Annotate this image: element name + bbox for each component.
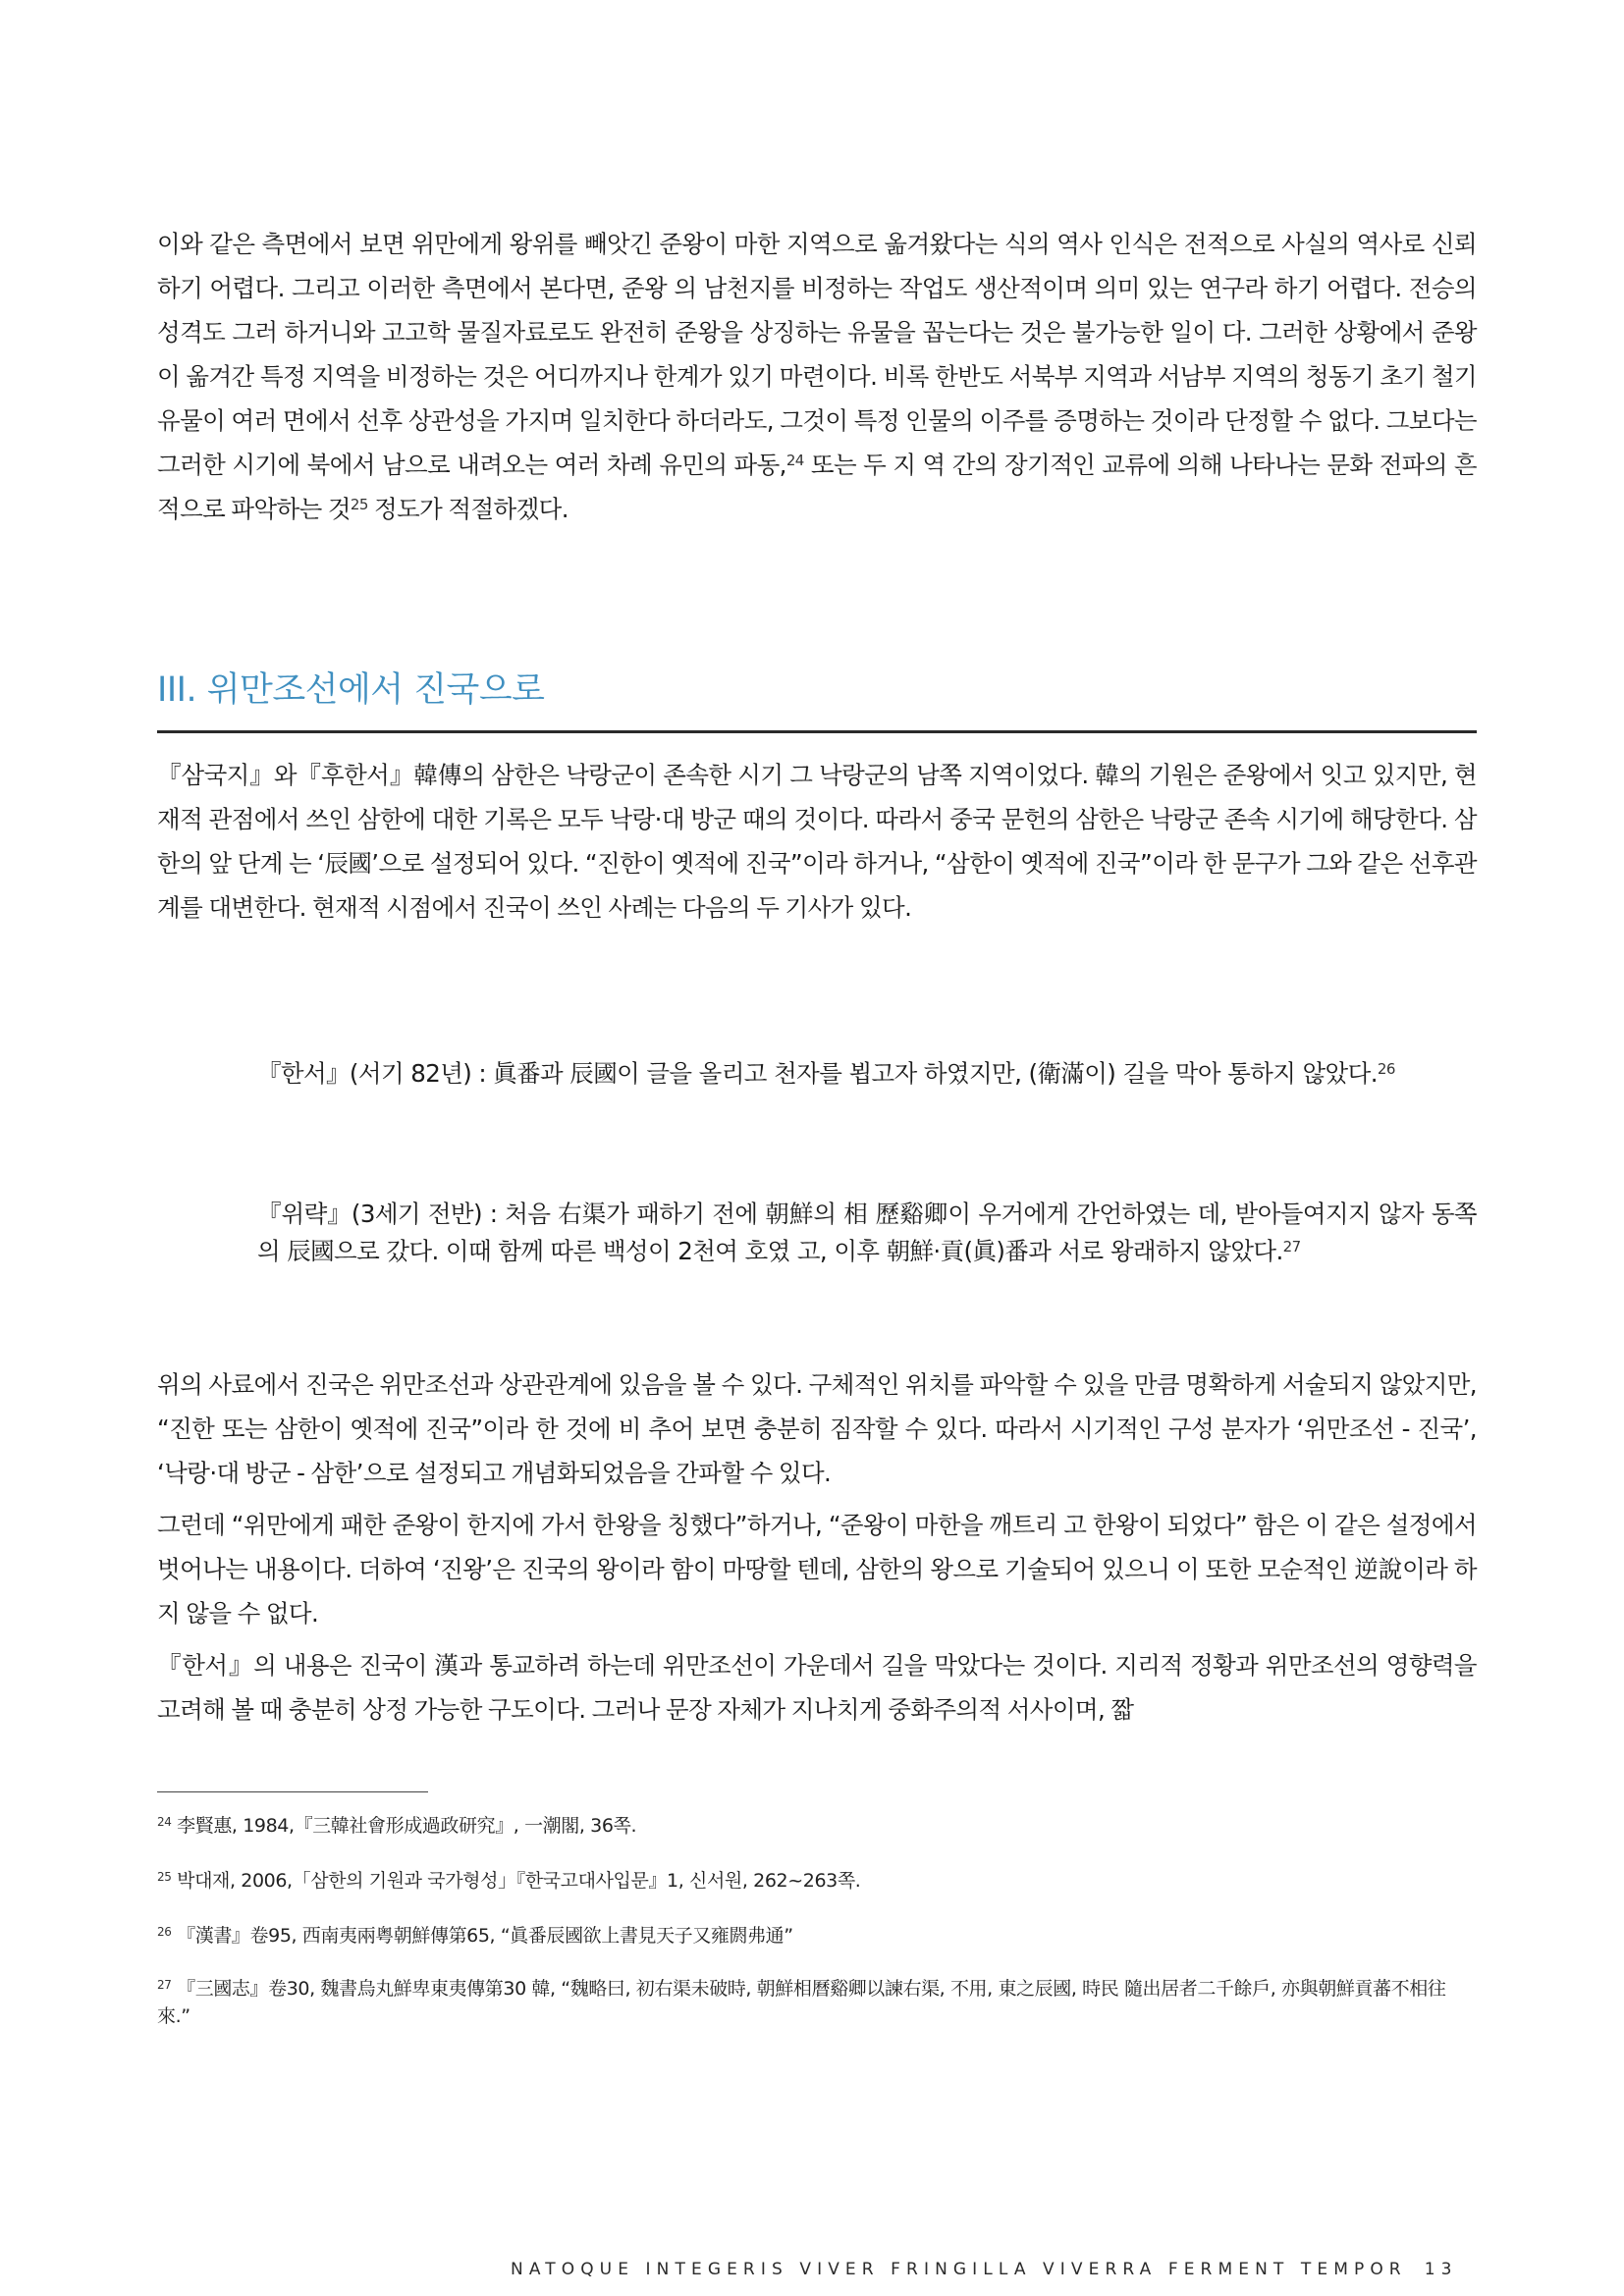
intro-paragraph-block — [157, 222, 1477, 531]
footnote-num: 24 — [157, 1815, 172, 1829]
samhan-paragraph: 『삼국지』와『후한서』韓傳의 삼한은 낙랑군이 존속한 시기 그 낙랑군의 남쪽 지역이었다. 韓의 기원은 준왕에서 잇고 있지만, 현재적 관점에서 쓰인 삼한에 대한 기록은 모두 낙랑·대 방군 때의 것이다. 따라서 중국 문헌의 삼한은 낙랑군 존속 시기에 해당한다. 삼한의 앞 단계 는 ‘辰國’으로 설정되어 있다. “진한이 옛적에 진국”이라 하거나, “삼한이 옛적에 진국”이라 한 문구가 그와 같은 선후관계를 대변한다. 현재적 시점에서 진국이 쓰인 사례는 다음의 두 기사가 있다. — [157, 761, 1477, 922]
footnote-25 — [157, 1867, 1477, 1895]
footnote-27 — [157, 1975, 1477, 2030]
analysis-block — [157, 1362, 1477, 1732]
footnote-ref-25[interactable]: 25 — [350, 496, 368, 513]
quote-hanseo — [257, 1055, 1477, 1093]
analysis-paragraph-2: 그런데 “위만에게 패한 준왕이 한지에 가서 한왕을 칭했다”하거나, “준왕이 마한을 깨트리 고 한왕이 되었다” 함은 이 같은 설정에서 벗어나는 내용이다. 더하여 ‘진왕’은 진국의 왕이라 함이 마땅할 텐데, 삼한의 왕으로 기술되어 있으니 이 또한 모순적인 逆說이라 하지 않을 수 없다. — [157, 1511, 1477, 1628]
analysis-paragraph-1: 위의 사료에서 진국은 위만조선과 상관관계에 있음을 볼 수 있다. 구체적인 위치를 파악할 수 있을 만큼 명확하게 서술되지 않았지만, “진한 또는 삼한이 옛적에 진국”이라 한 것에 비 추어 보면 충분히 짐작할 수 있다. 따라서 시기적인 구성 분자가 ‘위만조선 - 진국’, ‘낙랑·대 방군 - 삼한’으로 설정되고 개념화되었음을 간파할 수 있다. — [157, 1370, 1477, 1487]
section-divider — [157, 730, 1477, 733]
intro-paragraph — [157, 222, 1477, 531]
analysis-paragraph-3: 『한서』의 내용은 진국이 漢과 통교하려 하는데 위만조선이 가운데서 길을 막았다는 것이다. 지리적 정황과 위만조선의 영향력을 고려해 볼 때 충분히 상정 가능한 구도이다. 그러나 문장 자체가 지나치게 중화주의적 서사이며, 짧 — [157, 1651, 1477, 1724]
page-number: 13 — [1424, 2260, 1458, 2279]
quote-hanseo-text: 『한서』(서기 82년) : 眞番과 辰國이 글을 올리고 천자를 뵙고자 하였지만, (衛滿이) 길을 막아 통하지 않았다. — [257, 1059, 1378, 1088]
footnote-num: 26 — [157, 1925, 172, 1939]
footnote-ref-26[interactable]: 26 — [1377, 1060, 1395, 1078]
quote-wiryak-text: 『위략』(3세기 전반) : 처음 右渠가 패하기 전에 朝鮮의 相 歷谿卿이 우거에게 간언하였는 데, 받아들여지지 않자 동쪽의 辰國으로 갔다. 이때 함께 따른 백성이 2천여 호였 고, 이후 朝鮮·貢(眞)番과 서로 왕래하지 않았다. — [257, 1200, 1477, 1265]
running-title: NATOQUE INTEGERIS VIVER FRINGILLA VIVERRA FERMENT TEMPOR — [511, 2260, 1407, 2279]
footnote-text: 박대재, 2006,「삼한의 기원과 국가형성」『한국고대사입문』1, 신서원, 262~263쪽. — [177, 1870, 861, 1892]
footnote-ref-27[interactable]: 27 — [1282, 1238, 1301, 1255]
intro-text-1: 이와 같은 측면에서 보면 위만에게 왕위를 빼앗긴 준왕이 마한 지역으로 옮겨왔다는 식의 역사 인식은 전적으로 사실의 역사로 신뢰하기 어렵다. 그리고 이러한 측면에서 본다면, 준왕 의 남천지를 비정하는 작업도 생산적이며 의미 있는 연구라 하기 어렵다. 전승의 성격도 그러 하거니와 고고학 물질자료로도 완전히 준왕을 상징하는 유물을 꼽는다는 것은 불가능한 일이 다. 그러한 상황에서 준왕이 옮겨간 특정 지역을 비정하는 것은 어디까지나 한계가 있기 마련이다. 비록 한반도 서북부 지역과 서남부 지역의 청동기 초기 철기 유물이 여러 면에서 선후 상관성을 가지며 일치한다 하더라도, 그것이 특정 인물의 이주를 증명하는 것이라 단정할 수 없다. 그보다는 그러한 시기에 북에서 남으로 내려오는 여러 차례 유민의 파동, — [157, 230, 1477, 479]
samhan-paragraph-block — [157, 753, 1477, 930]
page-footer — [511, 2260, 1483, 2279]
intro-text-3: 정도가 적절하겠다. — [367, 495, 568, 523]
footnote-text: 『三國志』卷30, 魏書烏丸鮮卑東夷傳第30 韓, “魏略曰, 初右渠未破時, 朝鮮相曆谿卿以諫右渠, 不用, 東之辰國, 時民 隨出居者二千餘戶, 亦與朝鮮貢蕃不相往來.” — [157, 1978, 1446, 2027]
footnote-24 — [157, 1812, 1477, 1840]
quote-wiryak — [257, 1196, 1477, 1270]
section-heading: III. 위만조선에서 진국으로 — [157, 670, 545, 710]
footnote-ref-24[interactable]: 24 — [785, 452, 804, 469]
footnote-text: 『漢書』卷95, 西南夷兩粤朝鮮傳第65, “眞番辰國欲上書見天子又雍閼弗通” — [177, 1925, 793, 1947]
footnote-num: 25 — [157, 1870, 172, 1884]
intro-text-2: 또는 두 지 역 간의 장기적인 교류에 의해 나타나는 문화 전파의 흔적으로 파악하는 것 — [157, 451, 1477, 523]
footnote-26 — [157, 1922, 1477, 1949]
footnote-num: 27 — [157, 1978, 172, 1992]
footnote-text: 李賢惠, 1984,『三韓社會形成過政研究』, 一潮閣, 36쪽. — [177, 1815, 637, 1837]
footnote-separator — [157, 1791, 428, 1792]
